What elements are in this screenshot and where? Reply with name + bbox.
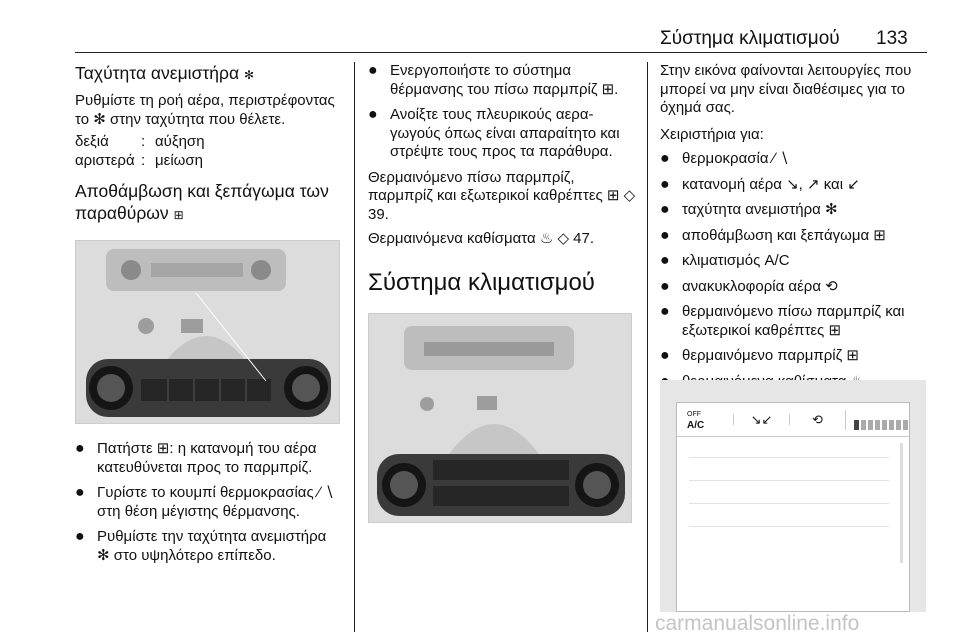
climate-section-heading: Σύστημα κλιματισμού bbox=[368, 268, 595, 296]
column-right bbox=[660, 62, 928, 431]
list-item: ● θερμαινόμενο πίσω παρμπρίζ και εξωτερικοί καθρέπτες ⊞ bbox=[660, 303, 905, 339]
list-item: ● κλιματισμός A/C bbox=[660, 252, 790, 269]
ac-button[interactable]: OFF A/C bbox=[687, 410, 705, 431]
fan-level-bar[interactable] bbox=[845, 410, 909, 430]
fan-icon: ✻ bbox=[243, 68, 255, 82]
fan-direction-table bbox=[75, 133, 343, 170]
fan-speed-heading: Ταχύτητα ανεμιστήρα ✻ bbox=[75, 62, 343, 86]
screen-scrollbar[interactable] bbox=[900, 443, 903, 563]
recirculation-icon[interactable]: ⟲ bbox=[789, 414, 845, 425]
climate-screen bbox=[676, 402, 910, 612]
list-item: ● αποθάμβωση και ξεπάγωμα ⊞ bbox=[660, 226, 886, 244]
intro-text: Στην εικόνα φαίνονται λειτουργίες που μπορεί να μην είναι διαθέσιμες για το όχημά σας. bbox=[660, 62, 912, 116]
defrost-steps bbox=[75, 440, 343, 565]
list-item: ● Ανοίξτε τους πλευρικούς αεραγωγούς όπως είναι απαραίτητο και στρέψτε τους προς τα παράθυρα. bbox=[368, 106, 620, 160]
heated-seats-ref: Θερμαινόμενα καθίσματα ♨ ◇ 47. bbox=[368, 230, 595, 247]
column-divider-1 bbox=[354, 62, 355, 632]
controls-label: Χειριστήρια για: bbox=[660, 125, 764, 143]
list-item: ● ανακυκλοφορία αέρα ⟲ bbox=[660, 277, 838, 295]
list-item: ● θερμοκρασία ∕ ∖ bbox=[660, 150, 789, 167]
list-item: ● θερμαινόμενο παρμπρίζ ⊞ bbox=[660, 347, 859, 364]
list-item: ● Ρυθμίστε την ταχύτητα ανεμιστήρα ✻ στο υψηλότερο επίπεδο. bbox=[75, 528, 327, 564]
list-item: ● Γυρίστε το κουμπί θερμοκρασίας ∕ ∖ στη θέση μέγιστης θέρμανσης. bbox=[75, 484, 335, 520]
page-number: 133 bbox=[876, 28, 908, 49]
table-row: δεξιά : αύξηση bbox=[75, 133, 205, 150]
watermark: carmanualsonline.info bbox=[655, 612, 860, 635]
defrost-heading: Αποθάμβωση και ξεπάγωμα των παραθύρων ⊞ bbox=[75, 180, 343, 226]
heated-rear-window-ref: Θερμαινόμενο πίσω παρμπρίζ, παρμπρίζ και εξωτερικοί καθρέπτες ⊞ ◇ 39. bbox=[368, 168, 636, 223]
list-item: ● ταχύτητα ανεμιστήρα ✻ bbox=[660, 201, 838, 218]
air-distribution-icon[interactable]: ↘↙ bbox=[733, 414, 789, 425]
header-rule bbox=[75, 52, 927, 53]
column-left bbox=[75, 62, 343, 572]
screen-content-area bbox=[689, 443, 889, 611]
fan-speed-text: Ρυθμίστε τη ροή αέρα, περιστρέφοντας το ✻ στην ταχύτητα που θέλετε. bbox=[75, 92, 335, 128]
controls-list bbox=[660, 150, 928, 391]
table-row: αριστερά : μείωση bbox=[75, 151, 203, 169]
climate-panel-photo bbox=[75, 240, 340, 424]
climate-panel-illustration bbox=[76, 241, 340, 424]
list-item: ● Ενεργοποιήστε το σύστημα θέρμανσης του πίσω παρμπρίζ ⊞. bbox=[368, 62, 619, 98]
list-item: ● κατανομή αέρα ↘, ↗ και ↙ bbox=[660, 175, 860, 193]
page-header-title: Σύστημα κλιματισμού bbox=[660, 28, 840, 49]
list-item: ● Πατήστε ⊞: η κατανομή του αέρα κατευθύνεται προς το παρμπρίζ. bbox=[75, 440, 317, 476]
front-defrost-icon: ⊞ bbox=[173, 208, 184, 222]
climate-screen-figure bbox=[660, 380, 926, 612]
column-divider-2 bbox=[647, 62, 648, 632]
climate-control-photo bbox=[368, 313, 632, 523]
climate-control-illustration bbox=[369, 314, 632, 523]
screen-toolbar bbox=[677, 403, 909, 437]
column-middle bbox=[368, 62, 636, 523]
